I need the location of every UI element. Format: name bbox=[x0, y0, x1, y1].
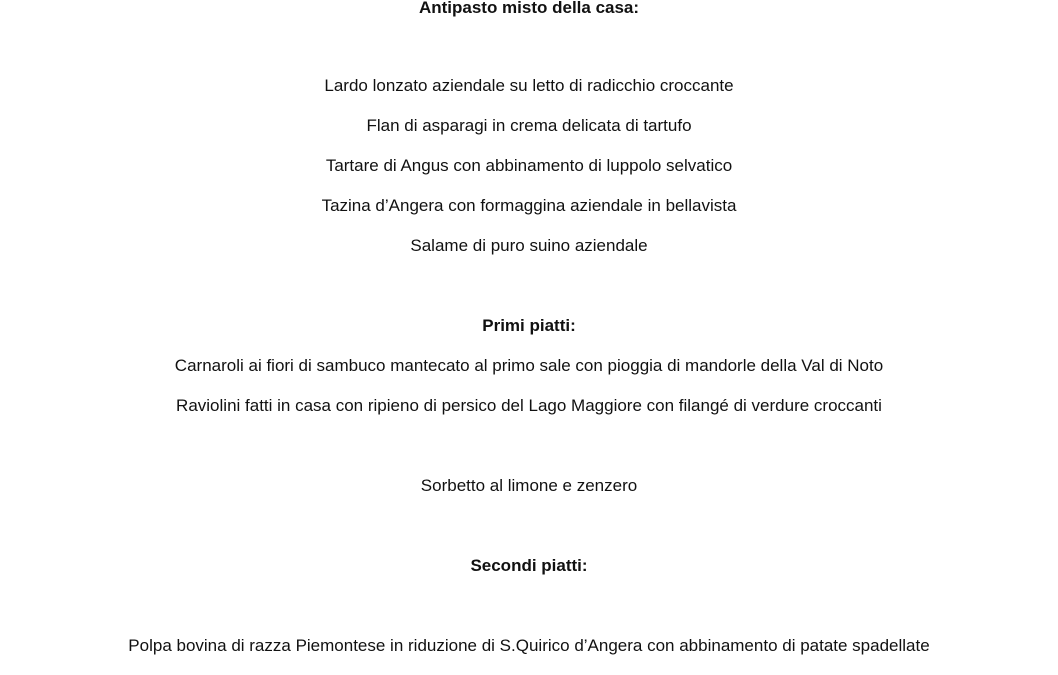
primi-heading: Primi piatti: bbox=[482, 316, 576, 335]
secondi-item-polpa: Polpa bovina di razza Piemontese in riduzione di S.Quirico d’Angera con abbinamento di patate spadellate bbox=[128, 636, 930, 655]
antipasto-item-flan: Flan di asparagi in crema delicata di tartufo bbox=[366, 116, 692, 135]
primi-item-carnaroli: Carnaroli ai fiori di sambuco mantecato al primo sale con pioggia di mandorle della Val di Noto bbox=[174, 356, 884, 375]
secondi-heading: Secondi piatti: bbox=[470, 556, 588, 575]
antipasto-item-tartare: Tartare di Angus con abbinamento di luppolo selvatico bbox=[325, 156, 733, 175]
antipasto-heading: Antipasto misto della casa: bbox=[418, 0, 640, 17]
antipasto-item-salame: Salame di puro suino aziendale bbox=[410, 236, 648, 255]
primi-item-raviolini: Raviolini fatti in casa con ripieno di persico del Lago Maggiore con filangé di verdure croccanti bbox=[176, 396, 882, 415]
antipasto-item-lardo: Lardo lonzato aziendale su letto di radicchio croccante bbox=[324, 76, 734, 95]
antipasto-item-tazina: Tazina d’Angera con formaggina aziendale in bellavista bbox=[321, 196, 737, 215]
sorbetto-line: Sorbetto al limone e zenzero bbox=[420, 476, 638, 495]
